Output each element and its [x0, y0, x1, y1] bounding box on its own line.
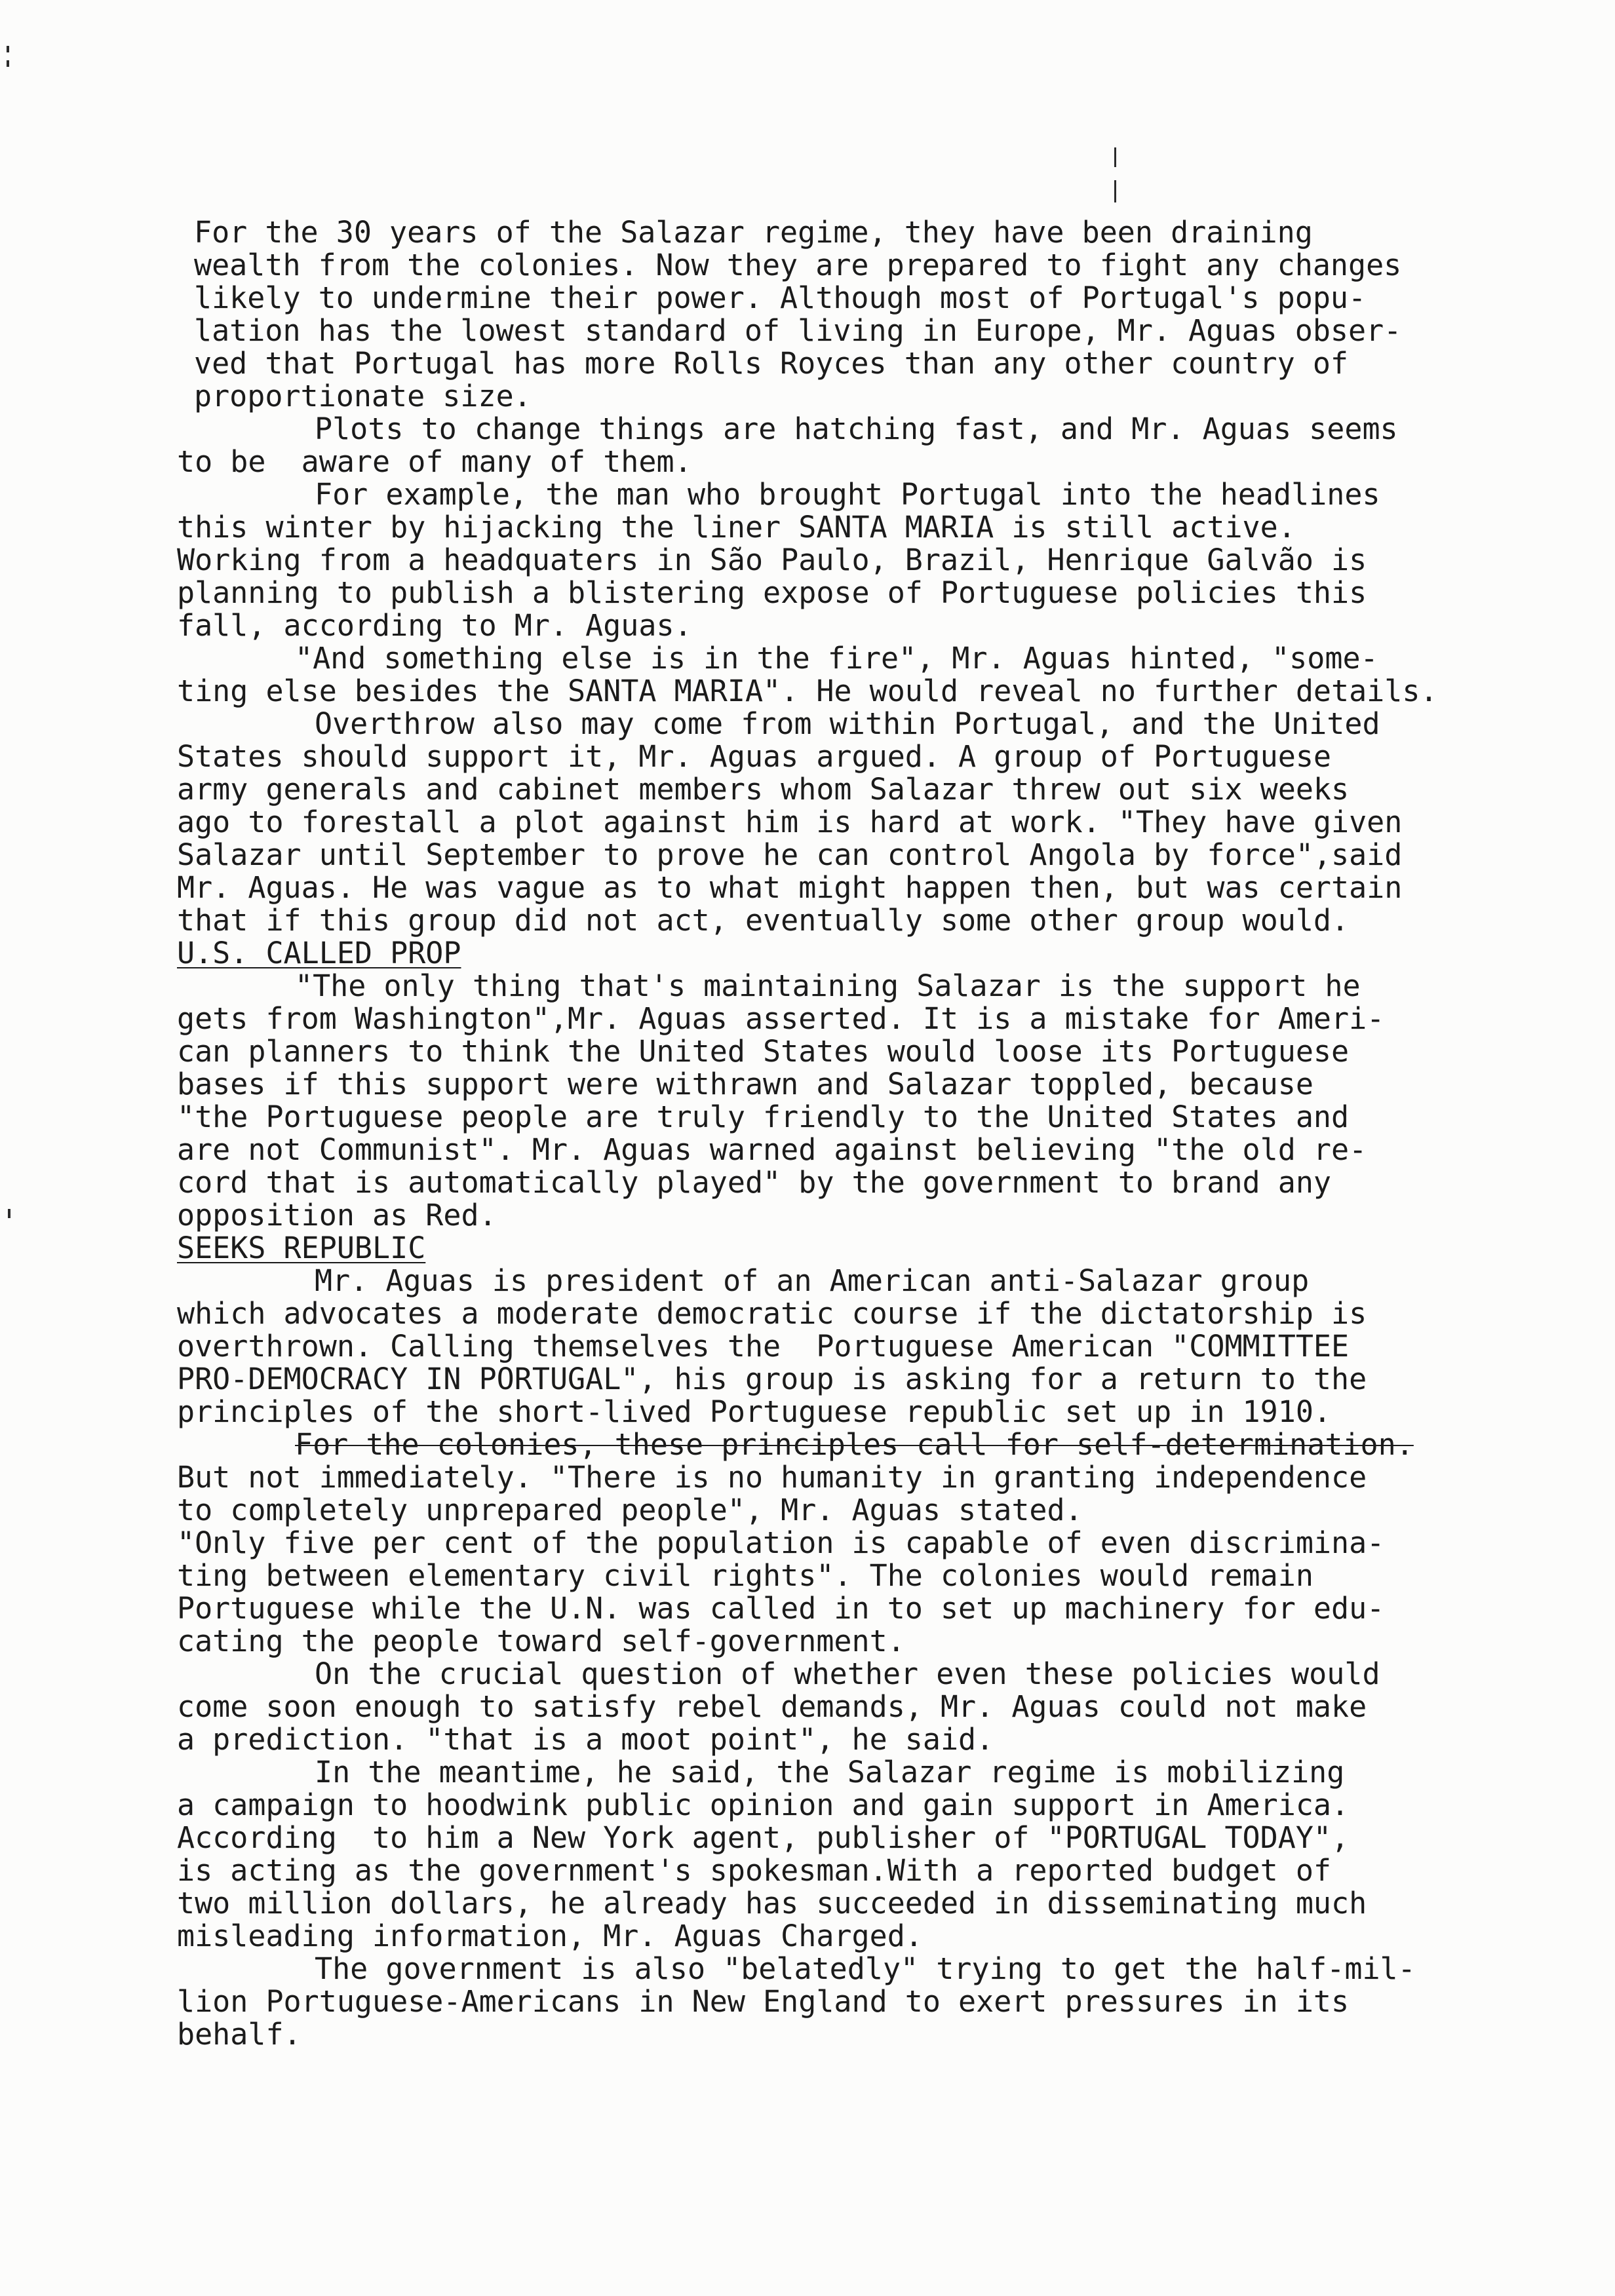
text-line: Portuguese while the U.N. was called in to set up machinery for edu- [177, 1591, 1385, 1626]
margin-mark [1114, 147, 1116, 167]
text-line: Salazar until September to prove he can control Angola by force",said [177, 837, 1403, 872]
text-line: According to him a New York agent, publisher of "PORTUGAL TODAY", [177, 1820, 1350, 1855]
text-line: this winter by hijacking the liner SANTA MARIA is still active. [177, 510, 1296, 545]
text-line: ago to forestall a plot against him is hard at work. "They have given [177, 805, 1403, 839]
text-line: The government is also "belatedly" trying to get the half-mil- [315, 1951, 1416, 1986]
text-line: For example, the man who brought Portugal into the headlines [315, 477, 1380, 512]
text-line: "The only thing that's maintaining Salazar is the support he [295, 968, 1361, 1003]
text-line: cord that is automatically played" by the government to brand any [177, 1165, 1331, 1200]
text-line: which advocates a moderate democratic course if the dictatorship is [177, 1296, 1367, 1331]
section-heading: U.S. CALLED PROP [177, 936, 461, 970]
text-line: ting between elementary civil rights". The colonies would remain [177, 1558, 1313, 1593]
text-line: cating the people toward self-government. [177, 1624, 905, 1658]
text-line: behalf. [177, 2017, 302, 2052]
text-line: Overthrow also may come from within Portugal, and the United [315, 706, 1380, 741]
text-line: come soon enough to satisfy rebel demands, Mr. Aguas could not make [177, 1689, 1367, 1724]
margin-mark [7, 46, 9, 52]
text-line: PRO-DEMOCRACY IN PORTUGAL", his group is asking for a return to the [177, 1362, 1367, 1396]
text-line: a campaign to hoodwink public opinion and gain support in America. [177, 1788, 1350, 1822]
margin-mark [7, 60, 9, 67]
text-line: bases if this support were withrawn and Salazar toppled, because [177, 1067, 1313, 1101]
text-line: But not immediately. "There is no humanity in granting independence [177, 1460, 1367, 1495]
text-line: opposition as Red. [177, 1198, 497, 1233]
text-line: lion Portuguese-Americans in New England to exert pressures in its [177, 1984, 1350, 2019]
text-line: principles of the short-lived Portuguese republic set up in 1910. [177, 1394, 1331, 1429]
text-line: a prediction. "that is a moot point", he said. [177, 1722, 994, 1757]
text-line: "the Portuguese people are truly friendly to the United States and [177, 1100, 1350, 1134]
text-line: to completely unprepared people", Mr. Aguas stated. [177, 1493, 1083, 1527]
text-line: Mr. Aguas is president of an American anti-Salazar group [315, 1263, 1310, 1298]
text-line: gets from Washington",Mr. Aguas asserted. It is a mistake for Ameri- [177, 1001, 1385, 1036]
text-line: likely to undermine their power. Although most of Portugal's popu- [194, 280, 1367, 315]
section-heading: SEEKS REPUBLIC [177, 1231, 426, 1265]
text-line: to be aware of many of them. [177, 444, 692, 479]
text-line: are not Communist". Mr. Aguas warned against believing "the old re- [177, 1132, 1367, 1167]
margin-mark [1114, 180, 1116, 202]
text-line: ved that Portugal has more Rolls Royces than any other country of [194, 346, 1348, 381]
text-line: In the meantime, he said, the Salazar regime is mobilizing [315, 1755, 1345, 1789]
text-line: On the crucial question of whether even these policies would [315, 1656, 1380, 1691]
text-line: "Only five per cent of the population is capable of even discrimina- [177, 1525, 1385, 1560]
text-line: that if this group did not act, eventually some other group would. [177, 903, 1350, 938]
struck-text-line: For the colonies, these principles call for self-determination. [295, 1427, 1414, 1462]
text-line: Mr. Aguas. He was vague as to what might happen then, but was certain [177, 870, 1403, 905]
text-line: lation has the lowest standard of living in Europe, Mr. Aguas obser- [194, 313, 1402, 348]
text-line: misleading information, Mr. Aguas Charged. [177, 1919, 923, 1953]
text-line: planning to publish a blistering expose of Portuguese policies this [177, 575, 1367, 610]
text-line: two million dollars, he already has succeeded in disseminating much [177, 1886, 1367, 1921]
text-line: ting else besides the SANTA MARIA". He would reveal no further details. [177, 674, 1438, 708]
margin-mark [8, 1209, 10, 1218]
text-line: "And something else is in the fire", Mr. Aguas hinted, "some- [295, 641, 1378, 676]
text-line: For the 30 years of the Salazar regime, they have been draining [194, 215, 1313, 250]
text-line: States should support it, Mr. Aguas argued. A group of Portuguese [177, 739, 1331, 774]
text-line: Working from a headquaters in São Paulo, Brazil, Henrique Galvão is [177, 543, 1367, 577]
text-line: wealth from the colonies. Now they are prepared to fight any changes [194, 248, 1402, 282]
text-line: fall, according to Mr. Aguas. [177, 608, 692, 643]
text-line: can planners to think the United States would loose its Portuguese [177, 1034, 1350, 1069]
text-line: army generals and cabinet members whom Salazar threw out six weeks [177, 772, 1350, 807]
text-line: overthrown. Calling themselves the Portuguese American "COMMITTEE [177, 1329, 1350, 1364]
text-line: proportionate size. [194, 379, 532, 413]
text-line: Plots to change things are hatching fast, and Mr. Aguas seems [315, 411, 1398, 446]
text-line: is acting as the government's spokesman.With a reported budget of [177, 1853, 1331, 1888]
